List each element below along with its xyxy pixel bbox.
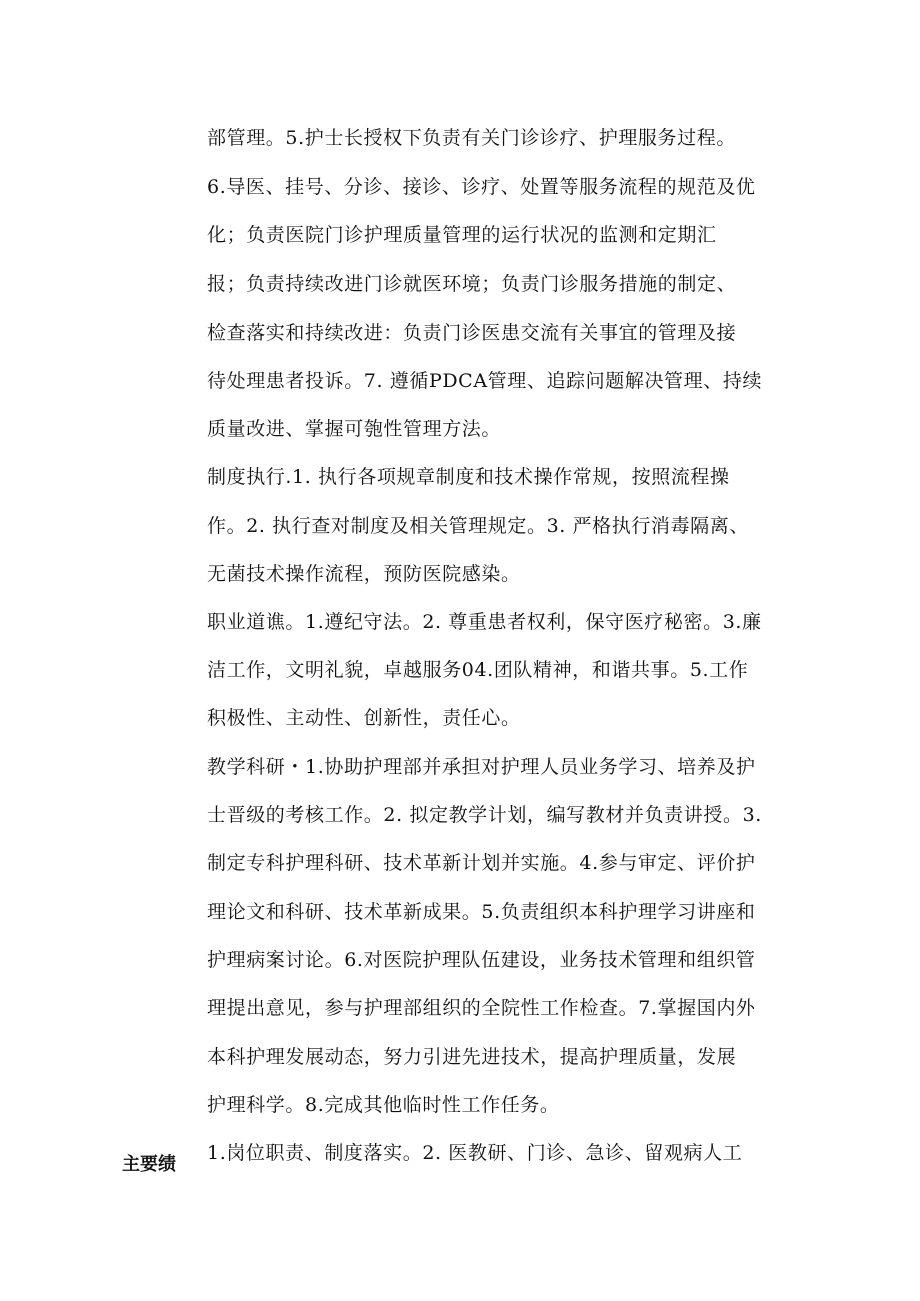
text-line: 制定专科护理科研、技术革新计划并实施。4.参与审定、评价护 (207, 852, 756, 874)
text-segment: 1.协助护理部并承担对护理人员业务学习、培养及护 (305, 756, 756, 778)
text-line: 士晋级的考核工作。2. 拟定教学计划，编写教材并负责讲授。3. (207, 804, 762, 826)
text-line: 积极性、主动性、创新性，责任心。 (207, 707, 521, 729)
section-jiaoxue-first-line (207, 755, 756, 779)
text-line: 待处理患者投诉。7. 遵循PDCA管理、追踪问题解决管理、持续 (207, 370, 763, 392)
text-line: 部管理。5.护士长授权下负责有关门诊诊疗、护理服务过程。 (207, 127, 736, 149)
text-segment: 1.遵纪守法。2. 尊重患者权利，保守医疗秘密。3.廉 (305, 611, 762, 633)
text-line: 检查落实和持续改进：负责门诊医患交流有关事宜的管理及接 (207, 322, 737, 344)
section-zhidu-first-line (207, 465, 730, 489)
text-line: 洁工作，文明礼貌，卓越服务04.团队精神，和谐共事。5.工作 (207, 659, 749, 681)
section-heading: 制度执行. (207, 466, 293, 488)
text-line: 理提出意见，参与护理部组织的全院性工作检查。7.掌握国内外 (207, 997, 756, 1019)
text-line: 1.岗位职责、制度落实。2. 医教研、门诊、急诊、留观病人工 (207, 1142, 743, 1164)
text-line: 作。2. 执行查对制度及相关管理规定。3. 严格执行消毒隔离、 (207, 515, 749, 537)
text-line: 化；负责医院门诊护理质量管理的运行状况的监测和定期汇 (207, 224, 717, 246)
section-heading: 职业道谯。 (207, 611, 306, 633)
text-line: 6.导医、挂号、分诊、接诊、诊疗、处置等服务流程的规范及优 (207, 176, 756, 198)
text-line: 质量改进、掌握可匏性管理方法。 (207, 418, 502, 440)
section-zhiye-first-line (207, 610, 762, 634)
text-line: 护理病案讨论。6.对医院护理队伍建设，业务技术管理和组织管 (207, 949, 756, 971)
section-heading: 教学科研・ (207, 756, 306, 778)
text-line: 本科护理发展动态，努力引进先进技术，提高护理质量，发展 (207, 1046, 737, 1068)
text-line: 护理科学。8.完成其他临时性工作任务。 (207, 1094, 560, 1116)
text-line: 报；负责持续改进门诊就医环境；负责门诊服务措施的制定、 (207, 273, 737, 295)
table-row-label: 主要绩 (122, 1154, 176, 1175)
text-line: 理论文和科研、技术革新成果。5.负责组织本科护理学习讲座和 (207, 901, 756, 923)
text-line: 无菌技术操作流程，预防医院感染。 (207, 563, 521, 585)
text-segment: 1. 执行各项规章制度和技术操作常规，按照流程操 (292, 466, 730, 488)
